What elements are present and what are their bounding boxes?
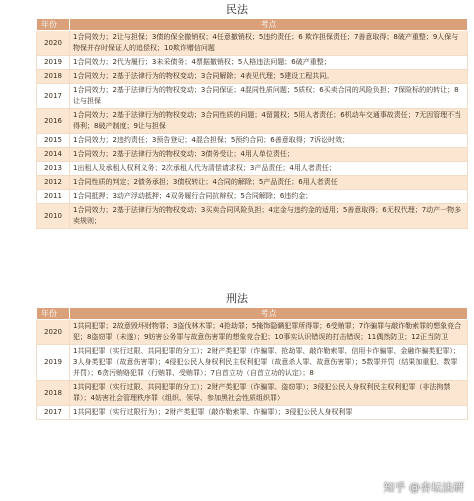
year-cell: 2010 <box>37 204 70 229</box>
year-header: 年份 <box>37 308 70 320</box>
exam-points-cell: 1合同效力；2基于法律行为的物权变动；3合同解除；4表见代理；5建设工程共同。 <box>70 70 468 84</box>
table-row <box>37 204 468 229</box>
year-cell: 2011 <box>37 190 70 204</box>
table-header-row <box>37 19 468 31</box>
table-row <box>37 56 468 70</box>
table-row <box>37 148 468 162</box>
exam-points-cell: 1合同效力；2基于法律行为的物权变动；3债务受让；4用人单位责任； <box>70 148 468 162</box>
table-row <box>37 84 468 109</box>
table-row <box>37 162 468 176</box>
year-cell: 2019 <box>37 56 70 70</box>
exam-points-header: 考点 <box>70 19 468 31</box>
criminal-law-table <box>36 307 468 420</box>
year-cell: 2016 <box>37 109 70 134</box>
table-row <box>37 31 468 56</box>
year-cell: 2018 <box>37 70 70 84</box>
table-row <box>37 190 468 204</box>
civil-law-section <box>0 18 474 229</box>
exam-points-cell: 1共同犯罪（实行过限行为）；2财产类犯罪（敲诈勒索罪、诈骗罪）；3侵犯公民人身权利罪 <box>70 406 468 420</box>
civil-law-rows <box>37 31 468 229</box>
year-cell: 2015 <box>37 134 70 148</box>
exam-points-cell: 1合同效力；2让与担保；3债的保全撤销权；4任意撤销权；5违约责任；6 欺诈担保责任；7善意取得；8破产重整；9人保与物保并存时保证人的追偿权；10欺诈赠信问题 <box>70 31 468 56</box>
year-cell: 2012 <box>37 176 70 190</box>
year-cell: 2017 <box>37 406 70 420</box>
exam-points-cell: 1合同效力；2违约责任；3预告登记；4混合担保；5预约合同；6善意取得；7诉讼时效； <box>70 134 468 148</box>
table-row <box>37 320 468 345</box>
table-row <box>37 381 468 406</box>
civil-law-table <box>36 18 468 229</box>
table-header-row <box>37 308 468 320</box>
exam-points-cell: 1共同犯罪；2故意毁坏财物罪；3盗伐林木罪；4抢劫罪；5掩饰隐瞒犯罪所得罪；6受贿罪；7诈骗罪与敲诈勒索罪的想象竞合犯；8盗窃罪（未遂）；9妨害公务罪与故意伤害罪的想象竞合犯；10事实认识错误的打击错误；11偶然防卫；12正当防卫 <box>70 320 468 345</box>
table-row <box>37 109 468 134</box>
year-cell: 2019 <box>37 345 70 381</box>
year-cell: 2014 <box>37 148 70 162</box>
exam-points-cell: 1合同抵押；3动产浮动抵押；4双务履行合同抗辩权；5合同解除；6违约金； <box>70 190 468 204</box>
exam-points-cell: 1合同效力；2代为履行；3未采债务；4票据撤销权；5人格违法问题；6破产重整； <box>70 56 468 70</box>
table-row <box>37 406 468 420</box>
criminal-law-title: 刑法 <box>226 292 248 305</box>
criminal-law-section <box>0 307 474 420</box>
table-row <box>37 345 468 381</box>
year-cell: 2017 <box>37 84 70 109</box>
exam-points-cell: 1合同效力；2基于法律行为的物权变动；3买卖合同风险负担；4定金与违约金的适用；5善意取得；6无权代理；7动产一物多卖规则； <box>70 204 468 229</box>
exam-points-cell: 1出租人及承租人权利义务；2次承租人代为清偿请求权；3产品责任；4用人者责任； <box>70 162 468 176</box>
exam-points-header: 考点 <box>70 308 468 320</box>
civil-law-title: 民法 <box>226 3 248 16</box>
criminal-law-rows <box>37 320 468 420</box>
table-row <box>37 176 468 190</box>
exam-points-cell: 1合同效力；2基于法律行为的物权变动；3合同保证；4混同性质问题；5质权；6买卖合同的风险负担；7保险标的的转让；8让与担保 <box>70 84 468 109</box>
exam-points-cell: 1合同效力；2基于法律行为的物权变动；3合同性质的问题；4留置权；5用人者责任；6机动车交通事故责任；7无因管理不当得利；8破产制度；9让与担保 <box>70 109 468 134</box>
exam-points-cell: 1共同犯罪（实行过限、共同犯罪的分工）；2财产类犯罪（诈骗罪、盗窃罪）；3侵犯公民人身权利民主权利犯罪（非法拘禁罪）；4妨害社会管理秩序罪（组织、领导、参加黑社会性质组织罪） <box>70 381 468 406</box>
year-cell: 2020 <box>37 31 70 56</box>
table-row <box>37 70 468 84</box>
exam-points-cell: 1合同性质的判定；2债务承担；3债权转让；4合同的解除；5产品责任；6用人者责任 <box>70 176 468 190</box>
table-row <box>37 134 468 148</box>
exam-points-cell: 1共同犯罪（实行过限、共同犯罪的分工）；2财产类犯罪（诈骗罪、抢劫罪、敲诈勒索罪、信用卡诈骗罪、金融诈骗类犯罪）；3人身类犯罪（故意伤害罪）；4侵犯公民人身权利民主权利犯罪（故意杀人罪、故意伤害罪）；5数罪并罚（结果加重犯、数罪并罚）；6贪污贿赂犯罪（行贿罪、受贿罪）；7自首立功（自首立功的认定）；8 <box>70 345 468 381</box>
year-cell: 2013 <box>37 162 70 176</box>
year-cell: 2018 <box>37 381 70 406</box>
year-header: 年份 <box>37 19 70 31</box>
watermark-logo: 知乎 @杏坛法研 <box>383 481 464 494</box>
year-cell: 2020 <box>37 320 70 345</box>
